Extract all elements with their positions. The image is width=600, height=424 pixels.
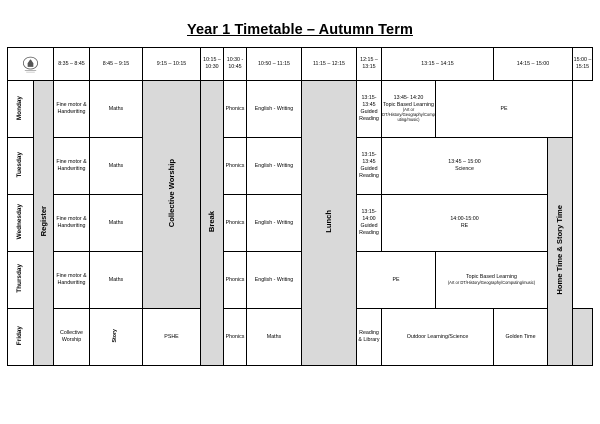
friday-golden-time: Golden Time	[494, 309, 548, 366]
day-label-monday	[8, 81, 34, 138]
home-time-column	[548, 138, 573, 366]
monday-topic-time: 13:45- 14:20	[393, 94, 424, 101]
monday-topic-title: Topic Based Learning	[383, 101, 434, 108]
header-slot-1: 8:45 – 9:15	[90, 48, 143, 81]
day-label-thursday	[8, 252, 34, 309]
day-label-wednesday-text: Wednesday	[16, 203, 24, 240]
monday-phonics: Phonics	[224, 81, 247, 138]
break-column	[201, 81, 224, 366]
page-title: Year 1 Timetable – Autumn Term	[187, 22, 413, 38]
monday-maths: Maths	[90, 81, 143, 138]
monday-guided-reading-label: Guided Reading	[359, 109, 379, 122]
register-column	[34, 81, 54, 366]
day-label-thursday-text: Thursday	[16, 264, 24, 293]
break-label: Break	[207, 211, 217, 233]
wednesday-guided-reading-label: Guided Reading	[359, 223, 379, 236]
header-slot-7: 12:15 – 13:15	[357, 48, 382, 81]
header-slot-5: 10:50 – 11:15	[247, 48, 302, 81]
friday-phonics: Phonics	[224, 309, 247, 366]
lunch-label: Lunch	[324, 210, 334, 233]
wednesday-guided-reading	[357, 195, 382, 252]
wednesday-re-time: 14:00-15:00	[450, 216, 479, 223]
wednesday-guided-reading-time: 13:15-14:00	[361, 209, 377, 223]
wednesday-fine-motor: Fine motor & Handwriting	[54, 195, 90, 252]
day-label-tuesday	[8, 138, 34, 195]
header-slot-0: 8:35 – 8:45	[54, 48, 90, 81]
friday-maths: Maths	[247, 309, 302, 366]
table-row-wednesday	[8, 195, 593, 252]
friday-story-label: Story	[112, 328, 119, 343]
tuesday-english-writing: English - Writing	[247, 138, 302, 195]
thursday-pe: PE	[357, 252, 436, 309]
monday-fine-motor: Fine motor & Handwriting	[54, 81, 90, 138]
wednesday-re	[382, 195, 548, 252]
collective-worship-column	[143, 81, 201, 309]
day-label-friday	[8, 309, 34, 366]
tuesday-maths: Maths	[90, 138, 143, 195]
collective-worship-label: Collective Worship	[166, 159, 176, 228]
monday-topic-based-learning	[382, 81, 436, 138]
table-row-friday	[8, 309, 593, 366]
friday-pshe: PSHE	[143, 309, 201, 366]
day-label-friday-text: Friday	[16, 326, 24, 346]
wednesday-phonics: Phonics	[224, 195, 247, 252]
tuesday-fine-motor: Fine motor & Handwriting	[54, 138, 90, 195]
school-crest-logo	[21, 55, 40, 74]
friday-outdoor-learning: Outdoor Learning/Science	[382, 309, 494, 366]
day-label-tuesday-text: Tuesday	[16, 151, 24, 178]
tuesday-science-time: 13:45 – 15:00	[448, 159, 481, 166]
header-slot-8: 13:15 – 14:15	[382, 48, 494, 81]
tuesday-guided-reading-time: 13:15-13:45	[361, 152, 377, 166]
thursday-topic-detail: (Art or DT/History/Geography/Computing/music)	[447, 279, 536, 285]
header-slot-3: 10:15 – 10:30	[201, 48, 224, 81]
friday-story	[90, 309, 143, 366]
tuesday-phonics: Phonics	[224, 138, 247, 195]
tuesday-guided-reading-label: Guided Reading	[359, 166, 379, 179]
thursday-english-writing: English - Writing	[247, 252, 302, 309]
friday-reading-library: Reading & Library	[357, 309, 382, 366]
table-row-monday	[8, 81, 593, 138]
register-label: Register	[38, 206, 48, 237]
friday-home-time	[573, 309, 593, 366]
home-time-label: Home Time & Story Time	[555, 205, 565, 295]
day-label-monday-text: Monday	[16, 95, 24, 120]
tuesday-science-label: Science	[455, 166, 474, 172]
table-row-thursday	[8, 252, 593, 309]
monday-topic-detail: (Art or DT/History/Geography/Computing/music)	[382, 107, 435, 123]
school-logo-cell	[8, 48, 54, 81]
tuesday-science	[382, 138, 548, 195]
friday-collective-worship: Collective Worship	[54, 309, 90, 366]
tuesday-guided-reading	[357, 138, 382, 195]
thursday-maths: Maths	[90, 252, 143, 309]
header-slot-9: 14:15 – 15:00	[494, 48, 573, 81]
table-row-tuesday	[8, 138, 593, 195]
header-row	[8, 48, 593, 81]
wednesday-re-label: RE	[460, 223, 469, 229]
monday-english-writing: English - Writing	[247, 81, 302, 138]
header-slot-2: 9:15 – 10:15	[143, 48, 201, 81]
wednesday-english-writing: English - Writing	[247, 195, 302, 252]
day-label-wednesday	[8, 195, 34, 252]
thursday-topic-title: Topic Based Learning	[466, 274, 517, 281]
monday-guided-reading-time: 13:15-13:45	[361, 95, 377, 109]
timetable-table	[7, 47, 593, 366]
header-slot-4: 10:30 - 10:45	[224, 48, 247, 81]
monday-pe: PE	[436, 81, 573, 138]
thursday-topic-based-learning	[436, 252, 548, 309]
lunch-column	[302, 81, 357, 366]
monday-guided-reading	[357, 81, 382, 138]
wednesday-maths: Maths	[90, 195, 143, 252]
thursday-phonics: Phonics	[224, 252, 247, 309]
header-slot-6: 11:15 – 12:15	[302, 48, 357, 81]
header-slot-10: 15:00 – 15:15	[573, 48, 593, 81]
thursday-fine-motor: Fine motor & Handwriting	[54, 252, 90, 309]
